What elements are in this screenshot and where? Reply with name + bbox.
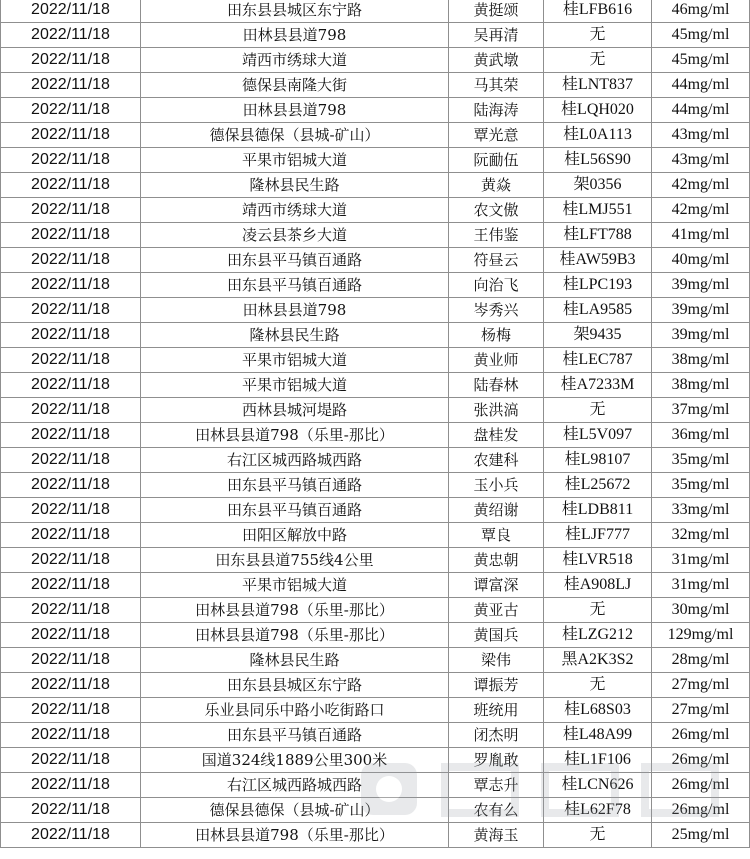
plate-cell[interactable]: 桂L1F106 (544, 748, 652, 773)
road-cell[interactable]: 平果市铝城大道 (141, 373, 449, 398)
plate-cell[interactable]: 桂LEC787 (544, 348, 652, 373)
table-row (1, 623, 750, 648)
table-row (1, 673, 750, 698)
value-cell[interactable]: 46mg/ml (652, 0, 750, 23)
date-cell[interactable]: 2022/11/18 (1, 298, 141, 323)
table-row (1, 798, 750, 823)
road-cell[interactable]: 隆林县民生路 (141, 323, 449, 348)
name-cell[interactable]: 黄焱 (449, 173, 544, 198)
plate-cell[interactable]: 桂L68S03 (544, 698, 652, 723)
name-cell[interactable]: 吴再清 (449, 23, 544, 48)
date-cell[interactable]: 2022/11/18 (1, 373, 141, 398)
date-cell[interactable]: 2022/11/18 (1, 273, 141, 298)
name-cell[interactable]: 马其荣 (449, 73, 544, 98)
table-row (1, 398, 750, 423)
date-cell[interactable]: 2022/11/18 (1, 648, 141, 673)
road-cell[interactable]: 右江区城西路城西路 (141, 773, 449, 798)
value-cell[interactable]: 26mg/ml (652, 773, 750, 798)
value-cell[interactable]: 40mg/ml (652, 248, 750, 273)
name-cell[interactable]: 农有么 (449, 798, 544, 823)
value-cell[interactable]: 27mg/ml (652, 673, 750, 698)
table-row (1, 498, 750, 523)
plate-cell[interactable]: 无 (544, 823, 652, 848)
date-cell[interactable]: 2022/11/18 (1, 48, 141, 73)
date-cell[interactable]: 2022/11/18 (1, 673, 141, 698)
road-cell[interactable]: 平果市铝城大道 (141, 348, 449, 373)
value-cell[interactable]: 44mg/ml (652, 98, 750, 123)
plate-cell[interactable]: 桂LMJ551 (544, 198, 652, 223)
road-cell[interactable]: 德保县南隆大街 (141, 73, 449, 98)
date-cell[interactable]: 2022/11/18 (1, 398, 141, 423)
table-row (1, 48, 750, 73)
road-cell[interactable]: 田东县平马镇百通路 (141, 248, 449, 273)
name-cell[interactable]: 杨梅 (449, 323, 544, 348)
plate-cell[interactable]: 桂LZG212 (544, 623, 652, 648)
name-cell[interactable]: 梁伟 (449, 648, 544, 673)
value-cell[interactable]: 129mg/ml (652, 623, 750, 648)
plate-cell[interactable]: 无 (544, 673, 652, 698)
value-cell[interactable]: 43mg/ml (652, 123, 750, 148)
table-row (1, 23, 750, 48)
date-cell[interactable]: 2022/11/18 (1, 523, 141, 548)
road-cell[interactable]: 田东县县道755线4公里 (141, 548, 449, 573)
date-cell[interactable]: 2022/11/18 (1, 323, 141, 348)
table-row (1, 473, 750, 498)
name-cell[interactable]: 黄绍谢 (449, 498, 544, 523)
plate-cell[interactable]: 桂LPC193 (544, 273, 652, 298)
date-cell[interactable]: 2022/11/18 (1, 348, 141, 373)
road-cell[interactable]: 德保县德保（县城-矿山） (141, 798, 449, 823)
road-cell[interactable]: 田林县县道798（乐里-那比） (141, 423, 449, 448)
plate-cell[interactable]: 桂L0A113 (544, 123, 652, 148)
table-row (1, 348, 750, 373)
date-cell[interactable]: 2022/11/18 (1, 598, 141, 623)
table-row (1, 173, 750, 198)
name-cell[interactable]: 黄业师 (449, 348, 544, 373)
road-cell[interactable]: 田东县平马镇百通路 (141, 273, 449, 298)
date-cell[interactable]: 2022/11/18 (1, 73, 141, 98)
value-cell[interactable]: 31mg/ml (652, 573, 750, 598)
value-cell[interactable]: 44mg/ml (652, 73, 750, 98)
value-cell[interactable]: 39mg/ml (652, 273, 750, 298)
plate-cell[interactable]: 桂LNT837 (544, 73, 652, 98)
value-cell[interactable]: 35mg/ml (652, 473, 750, 498)
plate-cell[interactable]: 架0356 (544, 173, 652, 198)
date-cell[interactable]: 2022/11/18 (1, 0, 141, 23)
table-row (1, 273, 750, 298)
date-cell[interactable]: 2022/11/18 (1, 198, 141, 223)
value-cell[interactable]: 41mg/ml (652, 223, 750, 248)
table-row (1, 448, 750, 473)
road-cell[interactable]: 隆林县民生路 (141, 648, 449, 673)
date-cell[interactable]: 2022/11/18 (1, 423, 141, 448)
road-cell[interactable]: 平果市铝城大道 (141, 148, 449, 173)
value-cell[interactable]: 36mg/ml (652, 423, 750, 448)
name-cell[interactable]: 盘桂发 (449, 423, 544, 448)
name-cell[interactable]: 黄国兵 (449, 623, 544, 648)
table-row (1, 0, 750, 23)
name-cell[interactable]: 谭富深 (449, 573, 544, 598)
plate-cell[interactable]: 桂A7233M (544, 373, 652, 398)
name-cell[interactable]: 黄海玉 (449, 823, 544, 848)
road-cell[interactable]: 德保县德保（县城-矿山） (141, 123, 449, 148)
road-cell[interactable]: 田东县平马镇百通路 (141, 498, 449, 523)
name-cell[interactable]: 农建科 (449, 448, 544, 473)
date-cell[interactable]: 2022/11/18 (1, 223, 141, 248)
name-cell[interactable]: 农文傲 (449, 198, 544, 223)
table-row (1, 598, 750, 623)
plate-cell[interactable]: 无 (544, 48, 652, 73)
plate-cell[interactable]: 黑A2K3S2 (544, 648, 652, 673)
value-cell[interactable]: 30mg/ml (652, 598, 750, 623)
date-cell[interactable]: 2022/11/18 (1, 23, 141, 48)
road-cell[interactable]: 田林县县道798（乐里-那比） (141, 823, 449, 848)
date-cell[interactable]: 2022/11/18 (1, 798, 141, 823)
date-cell[interactable]: 2022/11/18 (1, 123, 141, 148)
date-cell[interactable]: 2022/11/18 (1, 573, 141, 598)
date-cell[interactable]: 2022/11/18 (1, 173, 141, 198)
road-cell[interactable]: 国道324线1889公里300米 (141, 748, 449, 773)
table-row (1, 73, 750, 98)
table-row (1, 823, 750, 848)
plate-cell[interactable]: 桂LDB811 (544, 498, 652, 523)
table-row (1, 373, 750, 398)
table-row (1, 523, 750, 548)
plate-cell[interactable]: 桂AW59B3 (544, 248, 652, 273)
value-cell[interactable]: 45mg/ml (652, 48, 750, 73)
plate-cell[interactable]: 桂LFB616 (544, 0, 652, 23)
table-row (1, 723, 750, 748)
road-cell[interactable]: 田东县平马镇百通路 (141, 473, 449, 498)
date-cell[interactable]: 2022/11/18 (1, 148, 141, 173)
value-cell[interactable]: 31mg/ml (652, 548, 750, 573)
date-cell[interactable]: 2022/11/18 (1, 773, 141, 798)
name-cell[interactable]: 向治飞 (449, 273, 544, 298)
table-row (1, 423, 750, 448)
value-cell[interactable]: 43mg/ml (652, 148, 750, 173)
name-cell[interactable]: 阮勔伍 (449, 148, 544, 173)
plate-cell[interactable]: 架9435 (544, 323, 652, 348)
date-cell[interactable]: 2022/11/18 (1, 723, 141, 748)
name-cell[interactable]: 王伟鉴 (449, 223, 544, 248)
name-cell[interactable]: 陆海涛 (449, 98, 544, 123)
plate-cell[interactable]: 桂A908LJ (544, 573, 652, 598)
value-cell[interactable]: 38mg/ml (652, 373, 750, 398)
value-cell[interactable]: 33mg/ml (652, 498, 750, 523)
name-cell[interactable]: 陆春林 (449, 373, 544, 398)
road-cell[interactable]: 平果市铝城大道 (141, 573, 449, 598)
road-cell[interactable]: 田林县县道798（乐里-那比） (141, 623, 449, 648)
value-cell[interactable]: 38mg/ml (652, 348, 750, 373)
table-row (1, 298, 750, 323)
name-cell[interactable]: 谭振芳 (449, 673, 544, 698)
plate-cell[interactable]: 桂LVR518 (544, 548, 652, 573)
table-row (1, 648, 750, 673)
name-cell[interactable]: 覃光意 (449, 123, 544, 148)
name-cell[interactable]: 班统用 (449, 698, 544, 723)
table-row (1, 98, 750, 123)
road-cell[interactable]: 田东县平马镇百通路 (141, 723, 449, 748)
value-cell[interactable]: 26mg/ml (652, 798, 750, 823)
name-cell[interactable]: 张洪滈 (449, 398, 544, 423)
value-cell[interactable]: 45mg/ml (652, 23, 750, 48)
road-cell[interactable]: 靖西市绣球大道 (141, 198, 449, 223)
road-cell[interactable]: 田阳区解放中路 (141, 523, 449, 548)
table-row (1, 698, 750, 723)
value-cell[interactable]: 39mg/ml (652, 323, 750, 348)
road-cell[interactable]: 乐业县同乐中路小吃街路口 (141, 698, 449, 723)
date-cell[interactable]: 2022/11/18 (1, 623, 141, 648)
road-cell[interactable]: 田林县县道798 (141, 23, 449, 48)
name-cell[interactable]: 覃良 (449, 523, 544, 548)
road-cell[interactable]: 田东县县城区东宁路 (141, 673, 449, 698)
plate-cell[interactable]: 无 (544, 23, 652, 48)
road-cell[interactable]: 田林县县道798 (141, 298, 449, 323)
plate-cell[interactable]: 桂L98107 (544, 448, 652, 473)
table-row (1, 223, 750, 248)
road-cell[interactable]: 田林县县道798 (141, 98, 449, 123)
date-cell[interactable]: 2022/11/18 (1, 823, 141, 848)
plate-cell[interactable]: 桂L5V097 (544, 423, 652, 448)
plate-cell[interactable]: 桂L48A99 (544, 723, 652, 748)
plate-cell[interactable]: 桂LJF777 (544, 523, 652, 548)
name-cell[interactable]: 黄忠朝 (449, 548, 544, 573)
name-cell[interactable]: 岑秀兴 (449, 298, 544, 323)
road-cell[interactable]: 西林县城河堤路 (141, 398, 449, 423)
table-body (1, 0, 750, 848)
date-cell[interactable]: 2022/11/18 (1, 498, 141, 523)
road-cell[interactable]: 凌云县茶乡大道 (141, 223, 449, 248)
name-cell[interactable]: 符昼云 (449, 248, 544, 273)
plate-cell[interactable]: 桂L25672 (544, 473, 652, 498)
date-cell[interactable]: 2022/11/18 (1, 748, 141, 773)
date-cell[interactable]: 2022/11/18 (1, 98, 141, 123)
plate-cell[interactable]: 桂L62F78 (544, 798, 652, 823)
value-cell[interactable]: 37mg/ml (652, 398, 750, 423)
table-row (1, 748, 750, 773)
table-row (1, 248, 750, 273)
date-cell[interactable]: 2022/11/18 (1, 473, 141, 498)
name-cell[interactable]: 玉小兵 (449, 473, 544, 498)
name-cell[interactable]: 闭杰明 (449, 723, 544, 748)
value-cell[interactable]: 26mg/ml (652, 748, 750, 773)
value-cell[interactable]: 25mg/ml (652, 823, 750, 848)
plate-cell[interactable]: 无 (544, 398, 652, 423)
road-cell[interactable]: 田东县县城区东宁路 (141, 0, 449, 23)
name-cell[interactable]: 覃志升 (449, 773, 544, 798)
table-row (1, 323, 750, 348)
plate-cell[interactable]: 桂LFT788 (544, 223, 652, 248)
name-cell[interactable]: 黄武墩 (449, 48, 544, 73)
value-cell[interactable]: 42mg/ml (652, 198, 750, 223)
name-cell[interactable]: 黄亚古 (449, 598, 544, 623)
value-cell[interactable]: 28mg/ml (652, 648, 750, 673)
value-cell[interactable]: 42mg/ml (652, 173, 750, 198)
value-cell[interactable]: 35mg/ml (652, 448, 750, 473)
date-cell[interactable]: 2022/11/18 (1, 548, 141, 573)
plate-cell[interactable]: 桂LA9585 (544, 298, 652, 323)
date-cell[interactable]: 2022/11/18 (1, 248, 141, 273)
plate-cell[interactable]: 桂LQH020 (544, 98, 652, 123)
road-cell[interactable]: 隆林县民生路 (141, 173, 449, 198)
date-cell[interactable]: 2022/11/18 (1, 448, 141, 473)
table-row (1, 548, 750, 573)
name-cell[interactable]: 罗胤敢 (449, 748, 544, 773)
road-cell[interactable]: 田林县县道798（乐里-那比） (141, 598, 449, 623)
table-row (1, 123, 750, 148)
value-cell[interactable]: 27mg/ml (652, 698, 750, 723)
value-cell[interactable]: 26mg/ml (652, 723, 750, 748)
plate-cell[interactable]: 桂L56S90 (544, 148, 652, 173)
table-row (1, 773, 750, 798)
table-row (1, 148, 750, 173)
plate-cell[interactable]: 桂LCN626 (544, 773, 652, 798)
table-row (1, 573, 750, 598)
value-cell[interactable]: 32mg/ml (652, 523, 750, 548)
plate-cell[interactable]: 无 (544, 598, 652, 623)
road-cell[interactable]: 右江区城西路城西路 (141, 448, 449, 473)
road-cell[interactable]: 靖西市绣球大道 (141, 48, 449, 73)
table-row (1, 198, 750, 223)
value-cell[interactable]: 39mg/ml (652, 298, 750, 323)
name-cell[interactable]: 黄挺颂 (449, 0, 544, 23)
date-cell[interactable]: 2022/11/18 (1, 698, 141, 723)
